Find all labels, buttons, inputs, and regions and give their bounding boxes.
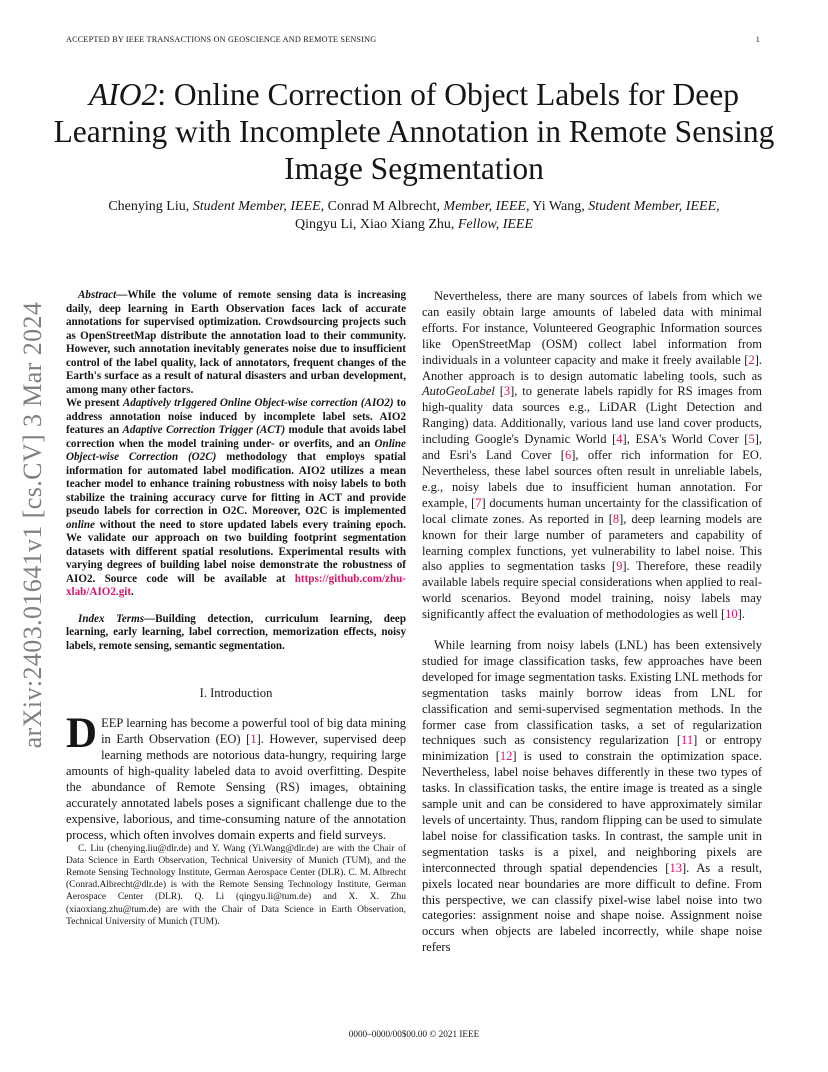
author-name: Yi Wang,	[529, 199, 589, 214]
index-terms	[66, 613, 406, 654]
title-rest: : Online Correction of Object Labels for Deep Learning with Incomplete Annotation in Remote Sensing Image Segmentation	[53, 77, 775, 186]
dropcap: D	[66, 709, 98, 757]
author-line-1	[60, 198, 768, 216]
body-text: ], and Esri's Land Cover [	[422, 432, 762, 463]
page-number: 1	[755, 35, 760, 44]
abstract-emph: Adaptive Correction Trigger (ACT)	[122, 424, 286, 436]
left-column	[66, 289, 406, 928]
citation-link[interactable]: 9	[616, 559, 623, 574]
copyright-footer: 0000–0000/00$00.00 © 2021 IEEE	[348, 1029, 480, 1039]
intro-text: ]. However, supervised deep learning methods are notorious data-hungry, requiring large amounts of high-quality labeled data to avoid overfitting. Despite the abundance of Remote Sensing (RS) images, obtaining accurately annotated labels poses a significant challenge due to the expensive, laborious, and time-consuming nature of the annotation process, which often involves domain experts and field surveys.	[66, 731, 406, 842]
abstract-text: —While the volume of remote sensing data is increasing daily, deep learning in Earth Observation faces lack of accurate annotations for supervised optimization. Crowdsourcing projects such as OpenStreetMap distribute the annotation load to their community. However, such annotation inevitably generates noise due to insufficient control of the label quality, lack of annotators, frequent changes of the Earth's surface as a result of natural disasters and urban development, among many other factors.	[66, 289, 406, 396]
abstract-text: .	[131, 586, 134, 598]
citation-link[interactable]: 6	[564, 448, 572, 463]
citation-link[interactable]: 7	[475, 495, 482, 510]
body-text: ]. Another approach is to design automatic labeling tools, such as	[422, 352, 762, 383]
citation-link[interactable]: 3	[503, 384, 511, 399]
body-text: ] documents human uncertainty for the classification of local climate zones. As reported in [	[422, 495, 762, 526]
citation-link[interactable]: 8	[612, 511, 620, 526]
abstract-paragraph-2	[66, 397, 406, 600]
author-role: Member, IEEE,	[443, 199, 530, 214]
section-heading: I. Introduction	[199, 686, 273, 700]
citation-link[interactable]: 5	[748, 432, 755, 447]
arxiv-identifier: arXiv:2403.01641v1 [cs.CV] 3 Mar 2024	[18, 301, 47, 749]
running-head	[66, 35, 762, 44]
body-text: Nevertheless, there are many sources of labels from which we can easily obtain large amounts of labeled data with minimal efforts. For instance, Volunteered Geographic Information sources like OpenStreetMap (OSM) collect label information from individuals in a volunteer capacity and make it freely available [	[422, 289, 762, 367]
source-code-link[interactable]: https://github.com/zhu-xlab/AIO2.git	[66, 572, 406, 598]
citation-link[interactable]: 4	[616, 432, 623, 447]
abstract-text: We present	[66, 397, 123, 409]
abstract-emph: Adaptively trIggered Online Object-wise correction (AIO2)	[122, 397, 394, 409]
body-text: ], to generate labels rapidly for RS images from high-quality data sources e.g., LiDAR (Light Detection and Ranging) data. Additionally, various land use land cover products, including Google's Dynamic World [	[422, 384, 762, 447]
abstract-text: methodology that employs spatial information for automated label modification. AIO2 utilizes a mean teacher model to enhance training robustness with noisy labels to both stabilize the training accuracy curve for fitting in ACT and provide pseudo labels for correction in O2C. Moreover, O2C is implemented	[66, 451, 406, 517]
citation-link[interactable]: 13	[669, 860, 682, 875]
body-text: ]. Therefore, these readily available labels require special considerations when applied to real-world scenarios. Beyond model training, noisy labels may significantly affect the evaluation of methodologies as well [	[422, 559, 763, 622]
body-emph: AutoGeoLabel	[422, 384, 495, 399]
body-text: While learning from noisy labels (LNL) has been extensively studied for image classification tasks, few approaches have been developed for image segmentation tasks. Existing LNL methods for segmentation tasks mainly borrow ideas from LNL for classification and semi-supervised segmentation methods. In the former case from classification tasks, a set of regularization techniques such as consistency regularization [	[422, 638, 762, 748]
intro-paragraph	[66, 709, 406, 843]
arxiv-sidebar	[10, 290, 56, 760]
intro-text: EEP learning has become a powerful tool of big data mining in Earth Observation (EO) [	[101, 715, 406, 746]
body-text: ], ESA's World Cover [	[622, 432, 749, 447]
author-name: Chenying Liu,	[108, 199, 193, 214]
abstract-text: to address annotation noise induced by incomplete label sets. AIO2 features an	[66, 397, 407, 436]
right-paragraph-2	[422, 638, 762, 956]
right-paragraph-1	[422, 289, 762, 623]
author-role: Student Member, IEEE,	[192, 199, 325, 214]
paper-title	[40, 76, 788, 187]
body-text: ] is used to constrain the optimization space. Nevertheless, label noise behaves differently in these two types of tasks. In classification tasks, the entire image is treated as a single sample unit and can be considered to have approximately similar levels of uncertainty. Thus, random flipping can be used to simulate label noise for classification tasks. In contrast, the sample unit in segmentation tasks is a pixel, and neighboring pixels are interconnected through spatial dependencies [	[422, 749, 762, 875]
citation-link[interactable]: 10	[725, 607, 738, 622]
body-text: ]. As a result, pixels located near boundaries are more difficult to define. From this perspective, we can classify pixel-wise label noise into two categories: assignment noise and shape noise. Assignment noise occurs when objects are labeled incorrectly, while shape noise refers	[422, 860, 763, 955]
body-text: ] or entropy minimization [	[422, 733, 762, 764]
author-footnote: C. Liu (chenying.liu@dlr.de) and Y. Wang (Yi.Wang@dlr.de) are with the Chair of Data Science in Earth Observation, Technical University of Munich (TUM), and the Remote Sensing Technology Institute, German Aerospace Center (DLR). C. M. Albrecht (Conrad.Albrecht@dlr.de) is with the Remote Sensing Technology Institute, German Aerospace Center (DLR). Q. Li (qingyu.li@tum.de) and X. X. Zhu (xiaoxiang.zhu@tum.de) are with the Chair of Data Science in Earth Observation, Technical University of Munich (TUM).	[66, 843, 406, 927]
body-text: ], offer rich information for EO. Nevertheless, these label sources often result in unreliable labels, e.g., noisy labels due to insufficient human annotation. For example, [	[422, 448, 762, 510]
author-name: Conrad M Albrecht,	[324, 199, 444, 214]
citation-link[interactable]: 2	[748, 352, 755, 367]
index-terms-text: —Building detection, curriculum learning, deep learning, early learning, label correction, memorization effects, noisy labels, remote sensing, semantic segmentation.	[66, 612, 406, 652]
citation-link[interactable]: 11	[681, 733, 694, 748]
abstract-text: without the need to store updated labels every training epoch. We validate our approach on two building footprint segmentation datasets with different spatial resolutions. Experimental results with varying degrees of building label noise demonstrate the robustness of AIO2. Source code will be available at	[66, 518, 406, 585]
abstract-text: module that avoids label correction when the model training under- or overfits, and an	[66, 424, 406, 450]
index-terms-label: Index Terms	[78, 612, 145, 625]
right-column	[422, 289, 762, 956]
author-line-2	[60, 216, 768, 234]
author-name: Qingyu Li, Xiao Xiang Zhu,	[294, 217, 458, 232]
abstract-emph: Online Object-wise Correction (O2C)	[66, 437, 406, 463]
author-role: Fellow, IEEE	[457, 217, 534, 232]
abstract-emph: online	[66, 518, 95, 531]
abstract-label: Abstract	[78, 289, 117, 301]
body-text: ], deep learning models are known for their large number of parameters and capability of learning complex functions, yet vulnerability to label noise. This also applies to segmentation tasks [	[422, 511, 762, 574]
abstract-paragraph-1	[66, 289, 406, 397]
citation-link[interactable]: 12	[499, 749, 513, 764]
author-list	[60, 198, 768, 234]
body-text: ].	[737, 607, 745, 622]
abstract	[66, 289, 406, 600]
citation-link[interactable]: 1	[250, 731, 257, 746]
title-italic: AIO2	[89, 77, 158, 112]
journal-name: ACCEPTED BY IEEE TRANSACTIONS ON GEOSCIENCE AND REMOTE SENSING	[66, 35, 377, 44]
body-text: [	[494, 384, 504, 399]
author-role: Student Member, IEEE,	[588, 199, 720, 214]
